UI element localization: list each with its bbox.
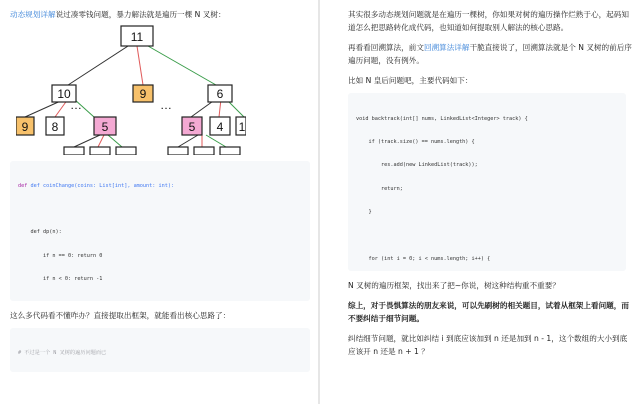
tree-ellipsis: … <box>70 98 82 112</box>
left-page <box>0 0 318 404</box>
tree-traversal-paragraph: 其实很多动态规划问题就是在遍历一棵树，你如果对树的遍历操作烂熟于心，起码知道怎么把思路转化成代码，也知道如何提取别人解法的核心思路。 <box>348 10 629 32</box>
tree-edge <box>65 46 128 87</box>
tree-node-label: 9 <box>21 120 29 134</box>
backtrack-code-block <box>348 93 626 271</box>
n-ary-tree-diagram <box>16 23 246 155</box>
tree-node-label: 8 <box>51 120 59 134</box>
code-line: if (track.size() == nums.length) { <box>356 138 475 145</box>
tree-node <box>90 147 110 155</box>
tree-node <box>194 147 214 155</box>
details-paragraph: 纠结细节问题，就比如纠结 i 到底应该加到 n 还是加到 n - 1，这个数组的大小到底应该开 n 还是 n + 1 ？ <box>348 334 628 356</box>
code-line: if n < 0: return -1 <box>18 276 103 283</box>
intro-paragraph <box>10 8 310 21</box>
code-line: def def coinChange(coins: List[int], amount: int): <box>18 182 175 189</box>
tree-edge <box>98 135 104 147</box>
backtrack-article-link[interactable]: 回溯算法详解 <box>423 43 470 52</box>
framework-paragraph: 这么多代码看不懂咋办？直接提取出框架，就能看出核心思路了： <box>10 311 231 320</box>
code-line: if n == 0: return 0 <box>18 252 103 259</box>
tree-node <box>116 147 136 155</box>
n-queens-paragraph: 比如 N 皇后问题吧，主要代码如下： <box>348 76 473 85</box>
code-line: for (int i = 0; i < nums.length; i++) { <box>356 255 491 262</box>
code-line: void backtrack(int[] nums, LinkedList<Integer> track) { <box>356 115 528 122</box>
summary-bold-paragraph: 综上，对于畏惧算法的朋友来说，可以先刷树的相关题目，试着从框架上看问题，而不要纠结于细节问题。 <box>348 301 629 323</box>
tree-node-label: 11 <box>130 30 144 44</box>
tree-node <box>64 147 84 155</box>
code-line: } <box>356 209 372 216</box>
text-span: 干脆直接说了，回溯算法就是个 N 叉树的前后序遍历问题，没有例外。 <box>348 43 632 65</box>
dp-framework-code-block <box>10 328 310 372</box>
tree-node-label: 5 <box>101 120 109 134</box>
code-line: res.add(new LinkedList(track)); <box>356 162 478 169</box>
code-line <box>18 300 302 301</box>
tree-node-label: 9 <box>139 87 147 101</box>
framework-found-paragraph: N 叉树的遍历框架，找出来了把~你说，树这种结构重不重要？ <box>348 281 560 290</box>
tree-node-label: 5 <box>188 120 196 134</box>
code-line: return; <box>356 185 403 192</box>
tree-node-label: 4 <box>216 120 224 134</box>
tree-node-label: 10 <box>57 87 71 101</box>
code-line <box>356 233 618 241</box>
tree-edge <box>206 135 226 147</box>
dp-article-link[interactable]: 动态规划详解 <box>10 10 56 19</box>
code-comment: # 不过是一个 N 叉树的遍历问题而已 <box>18 349 107 356</box>
tree-edge <box>178 135 198 147</box>
tree-ellipsis: … <box>160 98 172 112</box>
tree-node-label: 1 <box>238 120 246 134</box>
intro-text: 说过凑零钱问题，暴力解法就是遍历一棵 N 叉树： <box>55 10 226 19</box>
tree-edge <box>108 135 122 147</box>
tree-edge <box>74 135 100 147</box>
coin-change-code-block <box>10 161 310 301</box>
tree-node <box>168 147 188 155</box>
tree-edge <box>148 46 216 85</box>
code-line <box>18 206 302 214</box>
backtrack-intro-paragraph <box>348 41 632 67</box>
tree-node <box>220 147 240 155</box>
tree-edge <box>137 46 143 85</box>
code-line: def dp(n): <box>18 229 62 236</box>
right-page <box>320 0 640 404</box>
tree-node-label: 6 <box>216 87 224 101</box>
text-span: 再看看回溯算法，前文 <box>348 43 424 52</box>
